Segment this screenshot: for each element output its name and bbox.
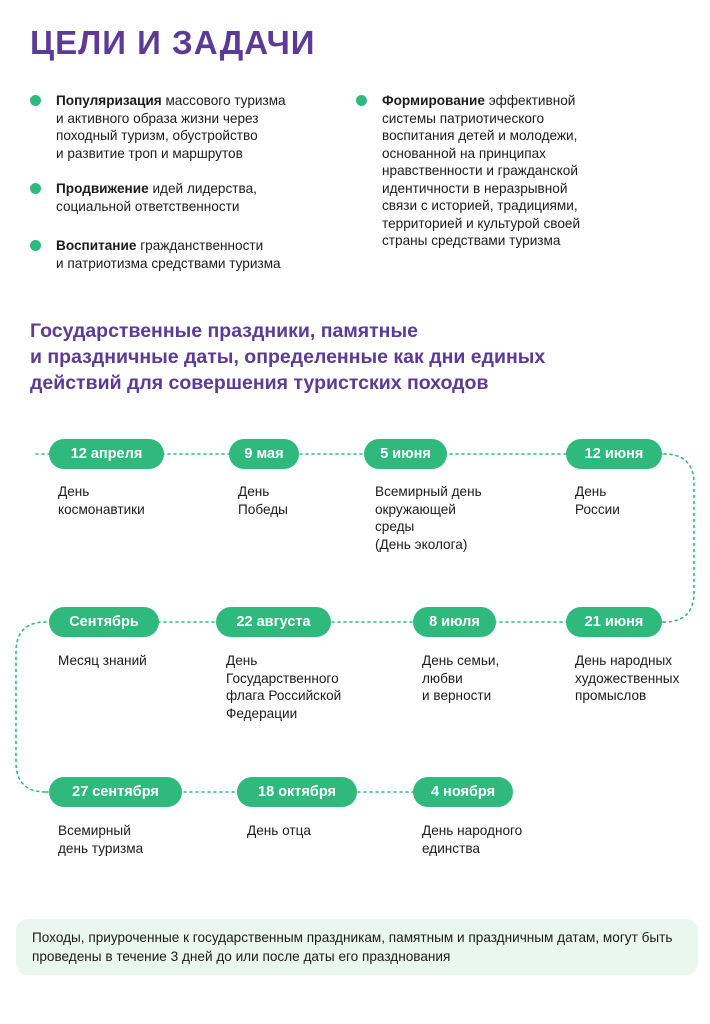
timeline-right-turn [664,454,694,622]
date-pill: Сентябрь [49,607,159,637]
goal-text: массового туризма и активного образа жизни через походный туризм, обустройство и развитие троп и маршрутов [56,93,286,161]
goal-text: эффективной системы патриотического воспитания детей и молодежи, основанной на принципах нравственности и гражданской идентичности в неразрывной связи с историей, традициями, территорией и культурой своей страны средствами туризма [382,93,581,248]
timeline-left-turn [16,622,46,792]
event-description: Месяц знаний [58,653,147,668]
event-description: День отца [247,823,311,838]
section-subtitle: Государственные праздники, памятные и праздничные даты, определенные как дни единых действий для совершения туристских походов [30,320,546,394]
event-description: День Победы [238,484,288,517]
goal-lead: Формирование [382,93,485,108]
date-pill: 18 октября [237,777,357,807]
date-pill: 12 июня [566,439,662,469]
date-pill: 9 мая [229,439,299,469]
date-pill: 8 июля [413,607,496,637]
date-pill: 12 апреля [49,439,164,469]
goal-lead: Воспитание [56,238,137,253]
date-pill: 27 сентября [49,777,182,807]
goal-text: гражданственности и патриотизма средствами туризма [56,238,281,271]
date-pill: 22 августа [216,607,331,637]
date-pill: 21 июня [566,607,662,637]
page-title: ЦЕЛИ И ЗАДАЧИ [30,24,316,61]
date-pill: 4 ноября [413,777,513,807]
event-description: День космонавтики [58,484,145,517]
event-description: Всемирный день окружающей среды (День эколога) [375,484,482,552]
event-description: День России [575,484,620,517]
goal-lead: Продвижение [56,181,149,196]
event-description: День народного единства [422,823,523,856]
goal-lead: Популяризация [56,93,162,108]
event-description: День семьи, любви и верности [422,653,500,703]
date-pill: 5 июня [364,439,447,469]
footnote-box: Походы, приуроченные к государственным праздникам, памятным и праздничным датам, могут быть проведены в течение 3 дней до или после даты его празднования [16,919,698,975]
event-description: Всемирный день туризма [58,823,144,856]
event-description: День Государственного флага Российской Федерации [226,653,342,721]
goal-text: идей лидерства, социальной ответственности [56,181,257,214]
event-description: День народных художественных промыслов [575,653,680,703]
